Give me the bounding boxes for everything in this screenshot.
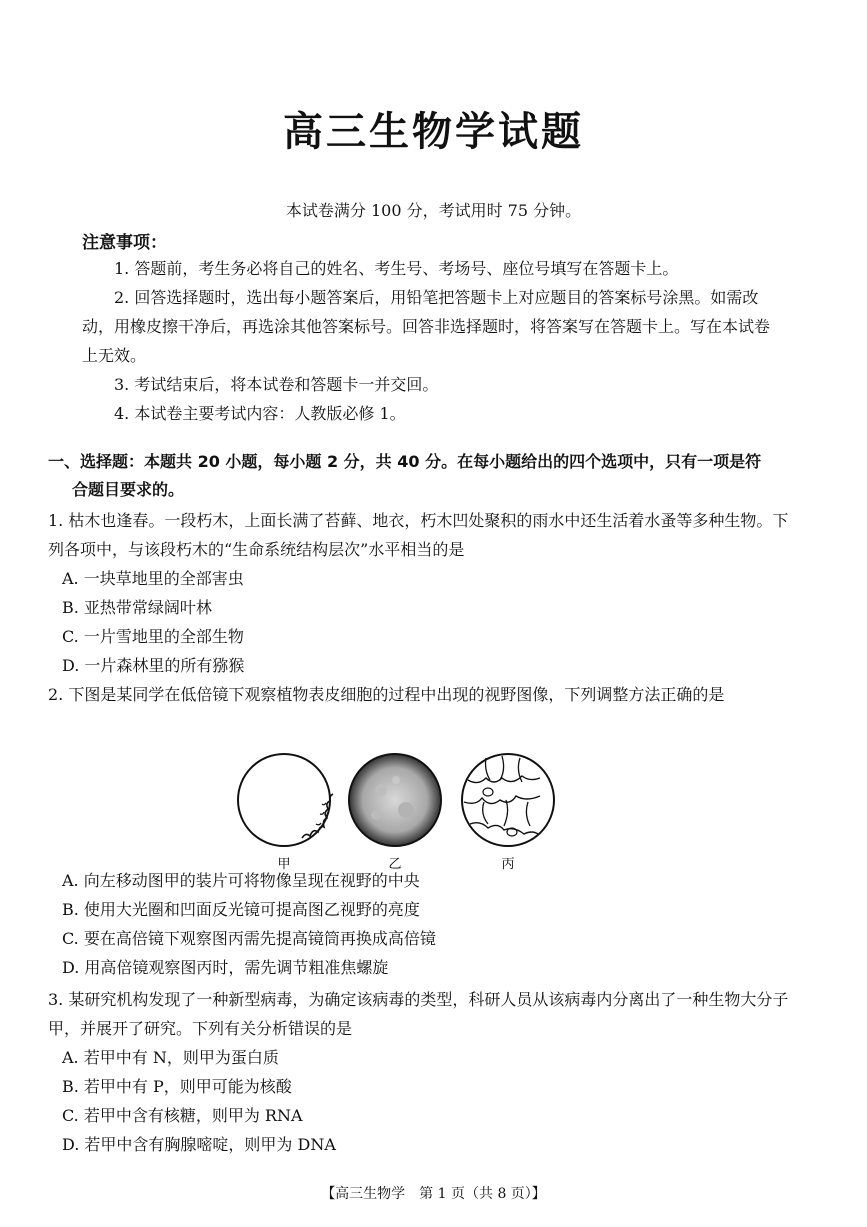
- microscope-views-figure: [236, 750, 566, 875]
- option-a: A. 一块草地里的全部害虫: [62, 569, 244, 588]
- section-heading-line: 一、选择题：本题共 20 小题，每小题 2 分，共 40 分。在每小题给出的四个选项中，只有一项是符: [48, 452, 762, 471]
- view-yi: [349, 754, 441, 846]
- option-c: C. 若甲中含有核糖，则甲为 RNA: [62, 1106, 303, 1125]
- notice-list: [82, 254, 772, 428]
- view-jia: [238, 754, 333, 846]
- notice-item: 2. 回答选择题时，选出每小题答案后，用铅笔把答题卡上对应题目的答案标号涂黑。如需改动，用橡皮擦干净后，再选涂其他答案标号。回答非选择题时，将答案写在答题卡上。写在本试卷上无效。: [82, 288, 771, 365]
- option-c: C. 一片雪地里的全部生物: [62, 627, 244, 646]
- option-a: A. 向左移动图甲的装片可将物像呈现在视野的中央: [62, 871, 420, 890]
- option-c: C. 要在高倍镜下观察图丙需先提高镜筒再换成高倍镜: [62, 929, 436, 948]
- label-bing: 丙: [501, 857, 515, 872]
- page-footer: 【高三生物学 第 1 页（共 8 页）】: [321, 1186, 546, 1202]
- question-2: [48, 680, 798, 709]
- option-b: B. 使用大光圈和凹面反光镜可提高图乙视野的亮度: [62, 900, 420, 919]
- option-a: A. 若甲中有 N，则甲为蛋白质: [62, 1048, 279, 1067]
- notice-item: 4. 本试卷主要考试内容：人教版必修 1。: [114, 404, 406, 423]
- view-bing: [462, 754, 554, 846]
- question-stem: 1. 枯木也逢春。一段朽木，上面长满了苔藓、地衣，朽木凹处聚积的雨水中还生活着水蚤等多种生物。下列各项中，与该段朽木的“生命系统结构层次”水平相当的是: [48, 511, 789, 559]
- option-b: B. 亚热带常绿阔叶林: [62, 598, 212, 617]
- question-1: [48, 506, 798, 680]
- notice-item: 3. 考试结束后，将本试卷和答题卡一并交回。: [114, 375, 439, 394]
- option-b: B. 若甲中有 P，则甲可能为核酸: [62, 1077, 292, 1096]
- page-title: 高三生物学试题: [283, 109, 584, 155]
- section-heading-line: 合题目要求的。: [72, 480, 185, 499]
- exam-info: 本试卷满分 100 分，考试用时 75 分钟。: [285, 201, 582, 220]
- notice-item: 1. 答题前，考生务必将自己的姓名、考生号、考场号、座位号填写在答题卡上。: [114, 259, 679, 278]
- label-jia: 甲: [277, 857, 291, 872]
- question-3: [48, 985, 798, 1159]
- section-heading: [48, 448, 793, 504]
- option-d: D. 若甲中含有胸腺嘧啶，则甲为 DNA: [62, 1135, 336, 1154]
- label-yi: 乙: [388, 857, 402, 872]
- notice-heading: 注意事项：: [82, 233, 167, 253]
- option-d: D. 用高倍镜观察图丙时，需先调节粗准焦螺旋: [62, 958, 389, 977]
- question-stem: 2. 下图是某同学在低倍镜下观察植物表皮细胞的过程中出现的视野图像，下列调整方法正确的是: [48, 685, 725, 704]
- option-d: D. 一片森林里的所有猕猴: [62, 656, 245, 675]
- question-stem: 3. 某研究机构发现了一种新型病毒，为确定该病毒的类型，科研人员从该病毒内分离出了一种生物大分子甲，并展开了研究。下列有关分析错误的是: [48, 990, 789, 1038]
- question-2-options: [48, 866, 798, 982]
